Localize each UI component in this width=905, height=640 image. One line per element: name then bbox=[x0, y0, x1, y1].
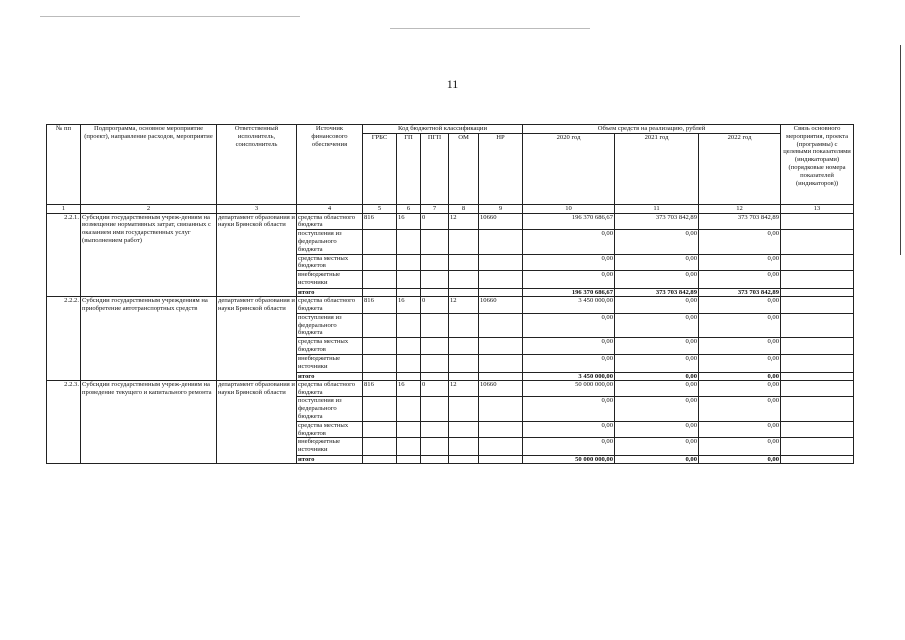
value-2022: 0,00 bbox=[699, 421, 781, 438]
code-om bbox=[449, 271, 479, 289]
col-number: 1 bbox=[47, 204, 81, 213]
value-2020: 0,00 bbox=[523, 397, 615, 421]
code-gp bbox=[397, 338, 421, 355]
header-2020: 2020 год bbox=[523, 133, 615, 204]
header-2021: 2021 год bbox=[615, 133, 699, 204]
funding-source: средства областного бюджета bbox=[297, 297, 363, 314]
total-2021: 0,00 bbox=[615, 456, 699, 464]
code-om bbox=[449, 289, 479, 297]
value-2022: 0,00 bbox=[699, 397, 781, 421]
code-pgp bbox=[421, 254, 449, 271]
table-row bbox=[47, 297, 854, 314]
value-2021: 0,00 bbox=[615, 254, 699, 271]
indicator-link bbox=[781, 372, 854, 380]
value-2022: 0,00 bbox=[699, 313, 781, 337]
code-nr: 10660 bbox=[479, 213, 523, 230]
code-nr bbox=[479, 313, 523, 337]
header-nr: НР bbox=[479, 133, 523, 204]
value-2021: 0,00 bbox=[615, 297, 699, 314]
code-nr bbox=[479, 438, 523, 456]
value-2021: 0,00 bbox=[615, 230, 699, 254]
code-nr bbox=[479, 372, 523, 380]
indicator-link bbox=[781, 438, 854, 456]
code-om bbox=[449, 230, 479, 254]
code-grbs bbox=[363, 438, 397, 456]
col-number: 12 bbox=[699, 204, 781, 213]
code-grbs bbox=[363, 271, 397, 289]
col-number: 9 bbox=[479, 204, 523, 213]
code-pgp bbox=[421, 372, 449, 380]
code-nr bbox=[479, 338, 523, 355]
header-volume: Объем средств на реализацию, рублей bbox=[523, 125, 781, 134]
value-2020: 0,00 bbox=[523, 271, 615, 289]
indicator-link bbox=[781, 380, 854, 397]
funding-source: средства областного бюджета bbox=[297, 213, 363, 230]
code-grbs bbox=[363, 289, 397, 297]
measure-number: 2.2.1. bbox=[47, 213, 81, 297]
code-nr bbox=[479, 271, 523, 289]
code-nr bbox=[479, 230, 523, 254]
col-number: 2 bbox=[81, 204, 217, 213]
code-grbs bbox=[363, 313, 397, 337]
header-responsible: Ответственный исполнитель, соисполнитель bbox=[217, 125, 297, 205]
code-om bbox=[449, 372, 479, 380]
code-grbs bbox=[363, 372, 397, 380]
indicator-link bbox=[781, 297, 854, 314]
code-om bbox=[449, 421, 479, 438]
value-2022: 0,00 bbox=[699, 380, 781, 397]
code-gp bbox=[397, 271, 421, 289]
value-2022: 0,00 bbox=[699, 230, 781, 254]
col-number: 6 bbox=[397, 204, 421, 213]
code-gp bbox=[397, 372, 421, 380]
value-2021: 0,00 bbox=[615, 380, 699, 397]
measure-number: 2.2.2. bbox=[47, 297, 81, 381]
code-gp bbox=[397, 438, 421, 456]
measure-name: Субсидии государственным учреж-дениям на проведение текущего и капитального ремонта bbox=[81, 380, 217, 464]
header-budget-code: Код бюджетной классификации bbox=[363, 125, 523, 134]
funding-source: средства местных бюджетов bbox=[297, 254, 363, 271]
total-2022: 0,00 bbox=[699, 456, 781, 464]
funding-source: средства местных бюджетов bbox=[297, 338, 363, 355]
scan-artifact-line bbox=[40, 16, 300, 17]
code-pgp bbox=[421, 397, 449, 421]
code-grbs bbox=[363, 230, 397, 254]
col-number: 7 bbox=[421, 204, 449, 213]
value-2021: 0,00 bbox=[615, 438, 699, 456]
value-2021: 0,00 bbox=[615, 313, 699, 337]
code-grbs bbox=[363, 397, 397, 421]
value-2021: 0,00 bbox=[615, 397, 699, 421]
total-2022: 373 703 842,89 bbox=[699, 289, 781, 297]
indicator-link bbox=[781, 456, 854, 464]
value-2021: 0,00 bbox=[615, 421, 699, 438]
value-2022: 0,00 bbox=[699, 271, 781, 289]
indicator-link bbox=[781, 313, 854, 337]
total-2020: 3 450 000,00 bbox=[523, 372, 615, 380]
code-pgp: 0 bbox=[421, 297, 449, 314]
code-nr bbox=[479, 254, 523, 271]
code-pgp bbox=[421, 313, 449, 337]
code-pgp bbox=[421, 438, 449, 456]
code-om bbox=[449, 354, 479, 372]
header-grbs: ГРБС bbox=[363, 133, 397, 204]
indicator-link bbox=[781, 421, 854, 438]
code-grbs bbox=[363, 456, 397, 464]
code-grbs bbox=[363, 421, 397, 438]
measure-name: Субсидии государственным учреждениям на приобретение автотранспортных средств bbox=[81, 297, 217, 381]
header-link: Связь основного мероприятия, проекта (программы) с целевыми показателями (индикаторами) (порядковые номера показателей (индикаторов)) bbox=[781, 125, 854, 205]
indicator-link bbox=[781, 271, 854, 289]
measure-number: 2.2.3. bbox=[47, 380, 81, 464]
value-2020: 3 450 000,00 bbox=[523, 297, 615, 314]
code-gp: 16 bbox=[397, 380, 421, 397]
page-number: 11 bbox=[446, 77, 459, 91]
code-gp bbox=[397, 421, 421, 438]
value-2022: 0,00 bbox=[699, 297, 781, 314]
value-2020: 0,00 bbox=[523, 313, 615, 337]
total-2022: 0,00 bbox=[699, 372, 781, 380]
code-om bbox=[449, 438, 479, 456]
responsible-executor: департамент образования и науки Брянской области bbox=[217, 297, 297, 381]
code-om bbox=[449, 456, 479, 464]
funding-source: средства областного бюджета bbox=[297, 380, 363, 397]
code-om: 12 bbox=[449, 380, 479, 397]
value-2020: 0,00 bbox=[523, 230, 615, 254]
code-gp bbox=[397, 397, 421, 421]
indicator-link bbox=[781, 289, 854, 297]
value-2020: 196 370 686,67 bbox=[523, 213, 615, 230]
col-number: 5 bbox=[363, 204, 397, 213]
code-grbs: 816 bbox=[363, 213, 397, 230]
total-label: итого bbox=[297, 456, 363, 464]
value-2021: 373 703 842,89 bbox=[615, 213, 699, 230]
indicator-link bbox=[781, 397, 854, 421]
value-2021: 0,00 bbox=[615, 354, 699, 372]
code-nr bbox=[479, 456, 523, 464]
code-pgp bbox=[421, 354, 449, 372]
responsible-executor: департамент образования и науки Брянской области bbox=[217, 213, 297, 297]
code-grbs bbox=[363, 254, 397, 271]
header-pgp: ПГП bbox=[421, 133, 449, 204]
code-grbs bbox=[363, 338, 397, 355]
code-gp bbox=[397, 354, 421, 372]
value-2020: 0,00 bbox=[523, 438, 615, 456]
code-pgp bbox=[421, 289, 449, 297]
code-gp bbox=[397, 456, 421, 464]
code-pgp: 0 bbox=[421, 213, 449, 230]
value-2020: 0,00 bbox=[523, 338, 615, 355]
indicator-link bbox=[781, 338, 854, 355]
code-gp bbox=[397, 230, 421, 254]
indicator-link bbox=[781, 254, 854, 271]
measure-name: Субсидии государственным учреж-дениям на возмещение нормативных затрат, связанных с оказанием ими государственных услуг (выполнением работ) bbox=[81, 213, 217, 297]
funding-source: поступления из федерального бюджета bbox=[297, 397, 363, 421]
funding-source: внебюджетные источники bbox=[297, 271, 363, 289]
value-2022: 0,00 bbox=[699, 338, 781, 355]
value-2022: 0,00 bbox=[699, 254, 781, 271]
code-om bbox=[449, 338, 479, 355]
code-nr: 10660 bbox=[479, 380, 523, 397]
header-om: ОМ bbox=[449, 133, 479, 204]
column-number-row bbox=[47, 204, 854, 213]
value-2020: 50 000 000,00 bbox=[523, 380, 615, 397]
code-nr bbox=[479, 354, 523, 372]
code-nr bbox=[479, 397, 523, 421]
indicator-link bbox=[781, 230, 854, 254]
header-num: № пп bbox=[47, 125, 81, 205]
funding-source: средства местных бюджетов bbox=[297, 421, 363, 438]
funding-source: поступления из федерального бюджета bbox=[297, 313, 363, 337]
code-nr bbox=[479, 421, 523, 438]
total-label: итого bbox=[297, 289, 363, 297]
header-name: Подпрограмма, основное мероприятие (проект), направление расходов, мероприятие bbox=[81, 125, 217, 205]
value-2021: 0,00 bbox=[615, 271, 699, 289]
col-number: 13 bbox=[781, 204, 854, 213]
value-2022: 0,00 bbox=[699, 438, 781, 456]
total-label: итого bbox=[297, 372, 363, 380]
total-2021: 0,00 bbox=[615, 372, 699, 380]
value-2021: 0,00 bbox=[615, 338, 699, 355]
header-2022: 2022 год bbox=[699, 133, 781, 204]
table-row bbox=[47, 380, 854, 397]
value-2020: 0,00 bbox=[523, 254, 615, 271]
indicator-link bbox=[781, 354, 854, 372]
header-source: Источник финансового обеспечения bbox=[297, 125, 363, 205]
code-nr: 10660 bbox=[479, 297, 523, 314]
funding-source: внебюджетные источники bbox=[297, 354, 363, 372]
code-gp bbox=[397, 254, 421, 271]
col-number: 8 bbox=[449, 204, 479, 213]
code-grbs bbox=[363, 354, 397, 372]
code-grbs: 816 bbox=[363, 297, 397, 314]
total-2020: 196 370 686,67 bbox=[523, 289, 615, 297]
code-om: 12 bbox=[449, 297, 479, 314]
code-pgp bbox=[421, 421, 449, 438]
total-2020: 50 000 000,00 bbox=[523, 456, 615, 464]
header-row-1 bbox=[47, 125, 854, 134]
funding-source: внебюджетные источники bbox=[297, 438, 363, 456]
value-2020: 0,00 bbox=[523, 421, 615, 438]
code-pgp: 0 bbox=[421, 380, 449, 397]
code-gp: 16 bbox=[397, 297, 421, 314]
budget-table bbox=[46, 124, 854, 464]
value-2022: 0,00 bbox=[699, 354, 781, 372]
responsible-executor: департамент образования и науки Брянской области bbox=[217, 380, 297, 464]
col-number: 11 bbox=[615, 204, 699, 213]
scan-artifact-line bbox=[390, 28, 590, 29]
code-pgp bbox=[421, 230, 449, 254]
col-number: 10 bbox=[523, 204, 615, 213]
col-number: 3 bbox=[217, 204, 297, 213]
funding-source: поступления из федерального бюджета bbox=[297, 230, 363, 254]
table-row bbox=[47, 213, 854, 230]
value-2022: 373 703 842,89 bbox=[699, 213, 781, 230]
code-om: 12 bbox=[449, 213, 479, 230]
code-pgp bbox=[421, 271, 449, 289]
code-nr bbox=[479, 289, 523, 297]
code-om bbox=[449, 313, 479, 337]
indicator-link bbox=[781, 213, 854, 230]
total-2021: 373 703 842,89 bbox=[615, 289, 699, 297]
code-pgp bbox=[421, 456, 449, 464]
code-grbs: 816 bbox=[363, 380, 397, 397]
header-gp: ГП bbox=[397, 133, 421, 204]
code-gp bbox=[397, 313, 421, 337]
code-om bbox=[449, 254, 479, 271]
code-gp bbox=[397, 289, 421, 297]
code-gp: 16 bbox=[397, 213, 421, 230]
code-pgp bbox=[421, 338, 449, 355]
code-om bbox=[449, 397, 479, 421]
col-number: 4 bbox=[297, 204, 363, 213]
value-2020: 0,00 bbox=[523, 354, 615, 372]
